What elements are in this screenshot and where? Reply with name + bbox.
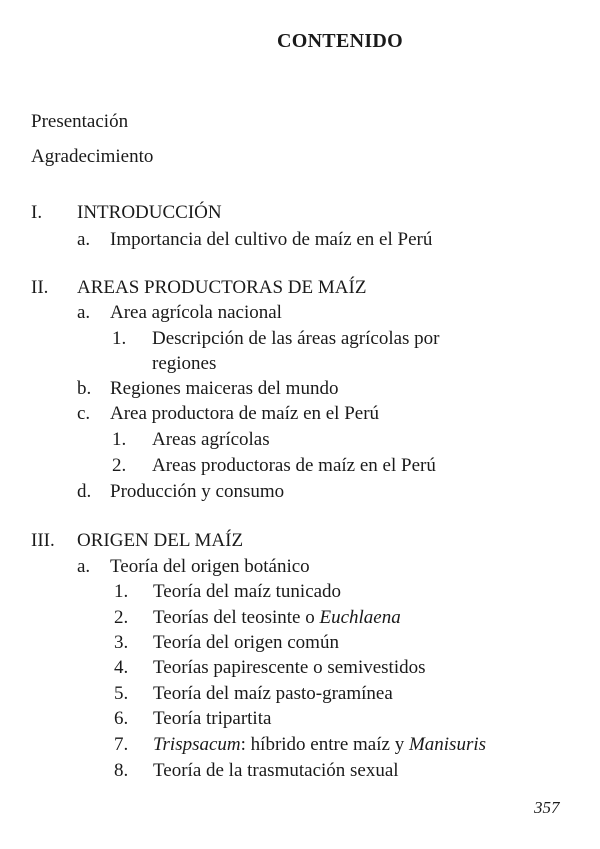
toc-item-letter: b. bbox=[77, 378, 92, 399]
toc-section-title: INTRODUCCIÓN bbox=[77, 202, 222, 223]
toc-section-title: AREAS PRODUCTORAS DE MAÍZ bbox=[77, 277, 367, 298]
toc-item-text: Producción y consumo bbox=[110, 481, 285, 502]
page-title: CONTENIDO bbox=[276, 30, 404, 52]
toc-item-letter: a. bbox=[77, 229, 91, 250]
toc-item-letter: d. bbox=[77, 481, 92, 502]
toc-front-agradecimiento: Agradecimiento bbox=[31, 146, 154, 167]
toc-subitem-num: 1. bbox=[114, 581, 129, 602]
toc-subitem-text-cont: regiones bbox=[152, 353, 217, 374]
toc-subitem-num: 1. bbox=[112, 429, 127, 450]
toc-subitem-text: Teoría de la trasmutación sexual bbox=[153, 760, 399, 781]
toc-subitem-num: 3. bbox=[114, 632, 129, 653]
toc-item-text: Teoría del origen botánico bbox=[110, 556, 310, 577]
toc-subitem-text bbox=[153, 606, 401, 630]
toc-item-letter: a. bbox=[77, 302, 91, 323]
toc-item-letter: c. bbox=[77, 403, 91, 424]
toc-subitem-text: Areas agrícolas bbox=[152, 429, 270, 450]
toc-subitem-num: 7. bbox=[114, 734, 129, 755]
toc-subitem-text: Teoría del maíz pasto-gramínea bbox=[153, 683, 393, 704]
toc-item-text: Importancia del cultivo de maíz en el Perú bbox=[110, 229, 433, 250]
toc-subitem-num: 6. bbox=[114, 708, 129, 729]
toc-section-num: II. bbox=[31, 277, 49, 298]
toc-subitem-text: Teoría tripartita bbox=[153, 708, 272, 729]
toc-subitem-text-pre: Teorías del teosinte o bbox=[153, 607, 320, 628]
toc-subitem-text: Teoría del maíz tunicado bbox=[153, 581, 342, 602]
toc-subitem-text: Areas productoras de maíz en el Perú bbox=[152, 455, 436, 476]
toc-subitem-text bbox=[153, 733, 486, 757]
toc-subitem-genus: Euchlaena bbox=[319, 607, 401, 628]
toc-item-text: Area productora de maíz en el Perú bbox=[110, 403, 380, 424]
toc-item-letter: a. bbox=[77, 556, 91, 577]
toc-subitem-genus-2: Manisuris bbox=[408, 734, 487, 755]
toc-subitem-text: Teorías papirescente o semivestidos bbox=[153, 657, 426, 678]
toc-subitem-num: 2. bbox=[112, 455, 127, 476]
toc-item-text: Area agrícola nacional bbox=[110, 302, 282, 323]
toc-subitem-num: 1. bbox=[112, 328, 127, 349]
toc-subitem-text: Descripción de las áreas agrícolas por bbox=[152, 328, 440, 349]
toc-subitem-num: 4. bbox=[114, 657, 129, 678]
toc-front-presentacion: Presentación bbox=[31, 111, 129, 132]
toc-section-num: III. bbox=[31, 530, 55, 551]
toc-section-num: I. bbox=[31, 202, 43, 223]
toc-subitem-num: 5. bbox=[114, 683, 129, 704]
toc-item-text: Regiones maiceras del mundo bbox=[110, 378, 339, 399]
page-number: 357 bbox=[534, 798, 560, 817]
toc-section-title: ORIGEN DEL MAÍZ bbox=[77, 530, 244, 551]
toc-subitem-num: 8. bbox=[114, 760, 129, 781]
toc-subitem-text-post: : híbrido entre maíz y bbox=[240, 734, 409, 755]
toc-subitem-num: 2. bbox=[114, 607, 129, 628]
toc-subitem-text: Teoría del origen común bbox=[153, 632, 339, 653]
toc-subitem-genus: Trispsacum bbox=[153, 734, 241, 755]
